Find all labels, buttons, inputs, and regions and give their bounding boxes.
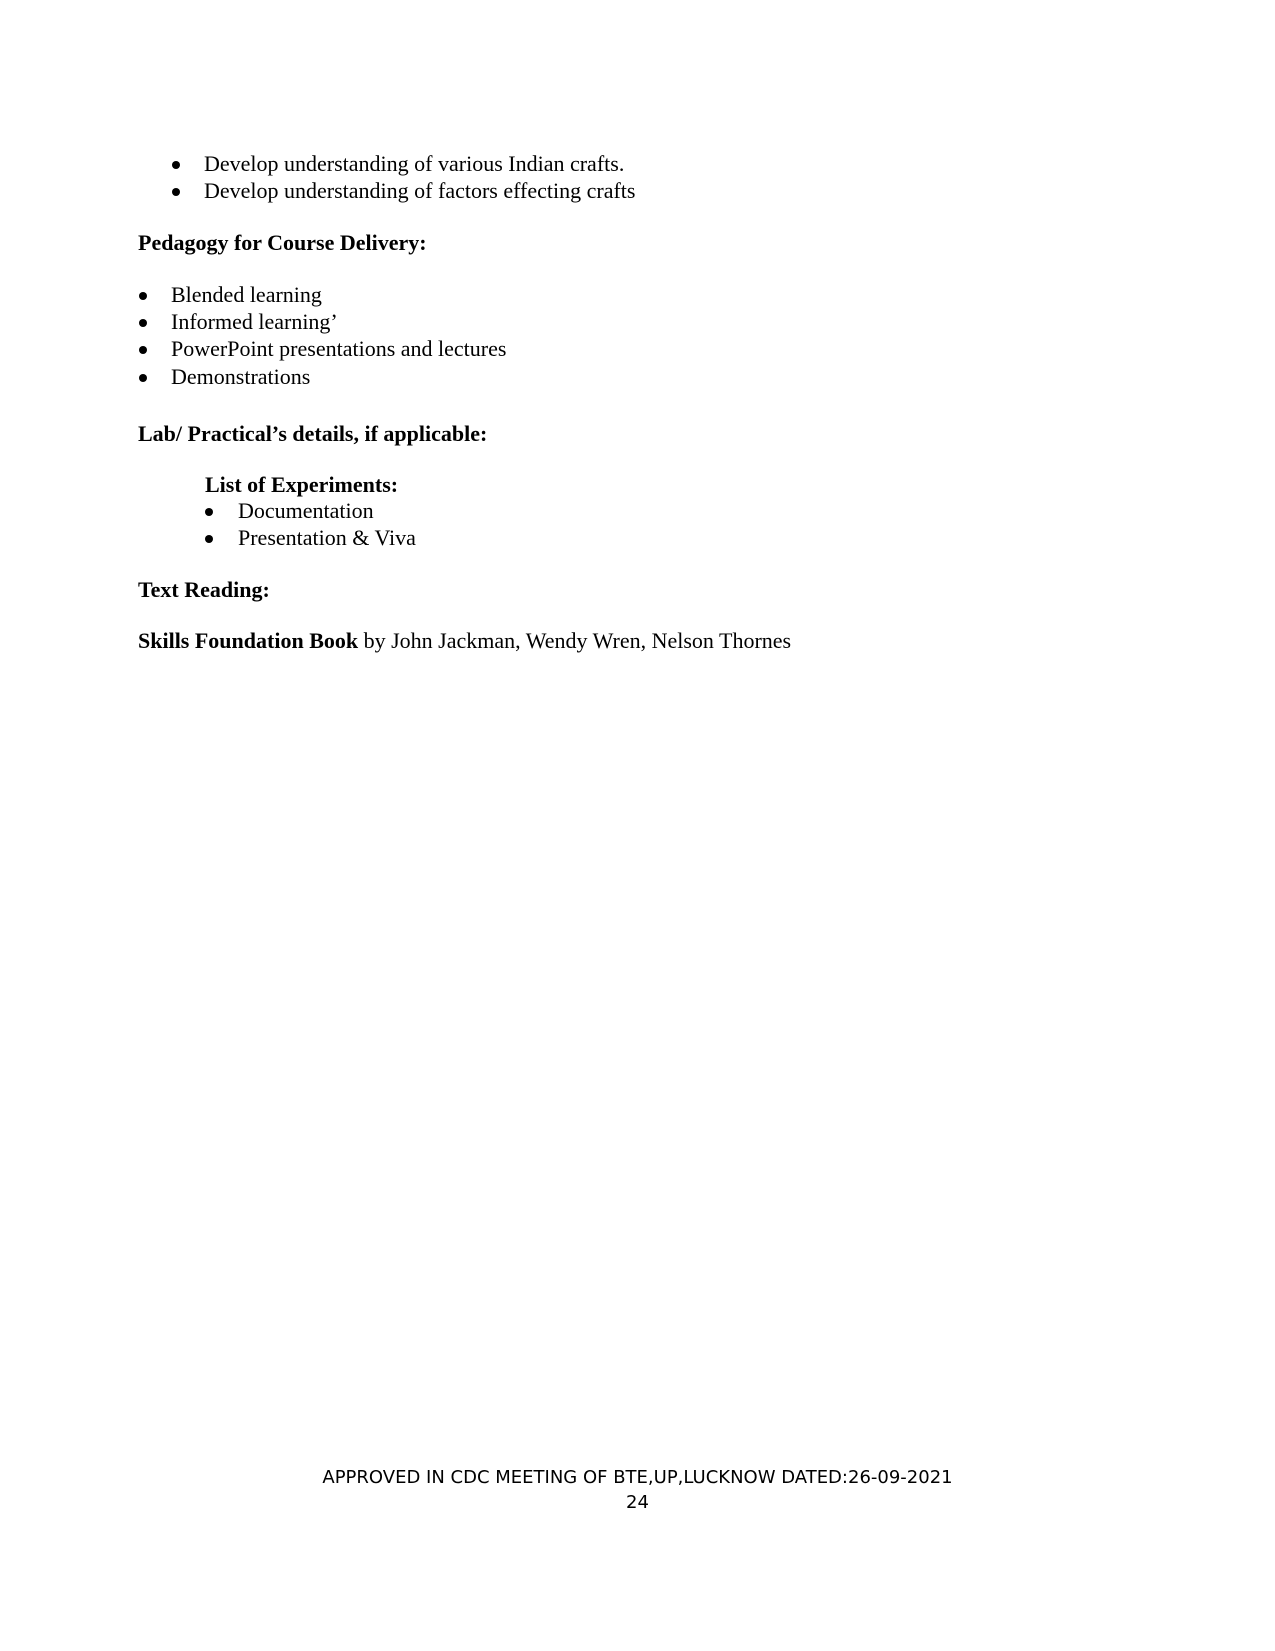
objective-text: Develop understanding of factors effecting crafts xyxy=(204,178,636,203)
book-details: by John Jackman, Wendy Wren, Nelson Thornes xyxy=(358,628,792,653)
objective-text: Develop understanding of various Indian crafts. xyxy=(204,151,625,176)
pedagogy-item-text: Blended learning xyxy=(171,282,322,307)
book-title: Skills Foundation Book xyxy=(138,628,359,653)
approval-footer: APPROVED IN CDC MEETING OF BTE,UP,LUCKNOW DATED:26-09-2021 xyxy=(322,1467,953,1488)
experiments-heading: List of Experiments: xyxy=(205,472,399,497)
experiment-text: Documentation xyxy=(238,498,374,523)
bullet-icon xyxy=(205,535,213,543)
lab-heading: Lab/ Practical’s details, if applicable: xyxy=(138,421,488,446)
bullet-icon xyxy=(139,374,147,382)
text-reading-heading: Text Reading: xyxy=(138,577,270,602)
pedagogy-heading: Pedagogy for Course Delivery: xyxy=(138,230,427,255)
page-number: 24 xyxy=(626,1492,649,1513)
bullet-icon xyxy=(205,508,213,516)
pedagogy-item-text: Informed learning’ xyxy=(171,309,338,334)
bullet-icon xyxy=(172,188,180,196)
book-reference xyxy=(138,627,791,655)
pedagogy-item-text: Demonstrations xyxy=(171,364,311,389)
experiment-text: Presentation & Viva xyxy=(238,525,416,550)
bullet-icon xyxy=(139,292,147,300)
bullet-icon xyxy=(139,346,147,354)
bullet-icon xyxy=(172,161,180,169)
bullet-icon xyxy=(139,319,147,327)
pedagogy-item-text: PowerPoint presentations and lectures xyxy=(171,336,507,361)
